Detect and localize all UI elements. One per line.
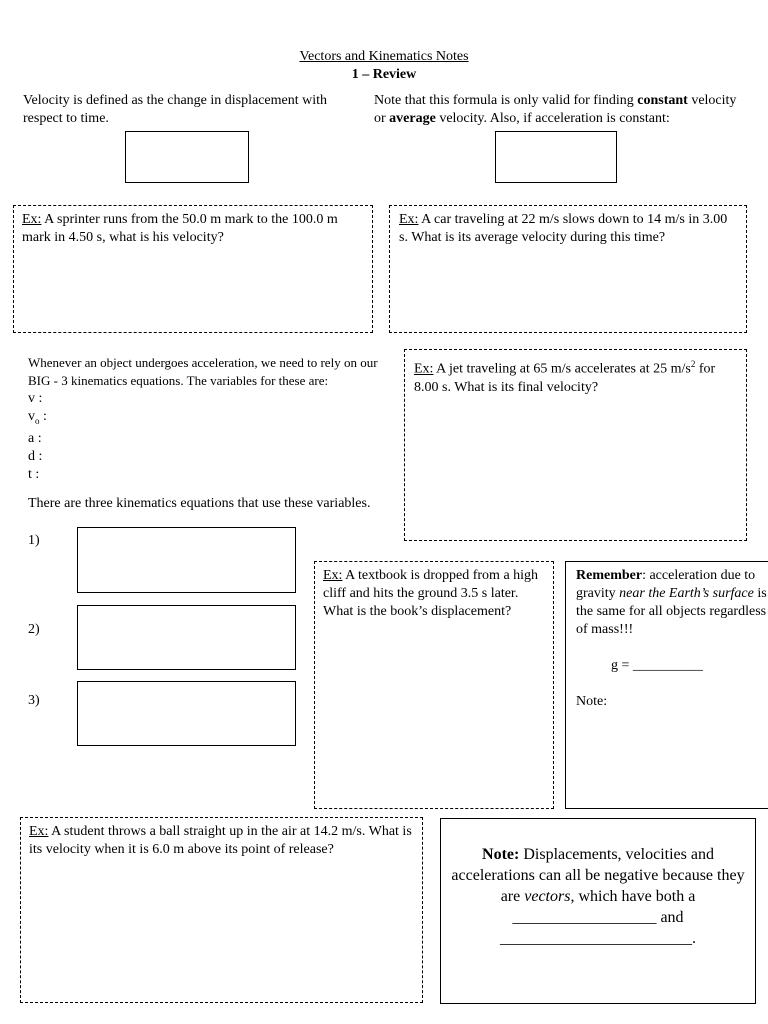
- velocity-formula-box[interactable]: [125, 131, 249, 183]
- var-d: d :: [28, 448, 43, 464]
- remember-box: [565, 561, 768, 809]
- jet-example-box[interactable]: Ex: A jet traveling at 65 m/s accelerates at 25 $m/s^2$ for 8.00 s. What is its final velocity?: [404, 349, 747, 541]
- ex-label: Ex:: [22, 212, 42, 227]
- equation-label-3: 3): [28, 693, 40, 708]
- equation-box-1[interactable]: [77, 527, 296, 593]
- jet-question-a: A jet traveling at 65 m/s accelerates at 25 m/s: [433, 361, 691, 377]
- formula-note: Note that this formula is only valid for finding constant velocity or average velocity. Also, if acceleration is constant:: [374, 93, 737, 126]
- equation-label-2: 2): [28, 622, 40, 637]
- var-v: v :: [28, 391, 43, 406]
- vector-blank-2: ________________________.: [500, 930, 696, 947]
- vector-blank-1: __________________ and: [512, 909, 684, 926]
- page-subtitle: 1 – Review: [351, 67, 417, 82]
- var-v0: $v_o$ :: [28, 409, 47, 426]
- jet-question-b: for 8.00 s. What is its final velocity?: [414, 361, 716, 395]
- sprinter-question: A sprinter runs from the 50.0 m mark to the 100.0 m mark in 4.50 s, what is his velocity?: [22, 212, 338, 245]
- ball-question: A student throws a ball straight up in the air at 14.2 m/s. What is its velocity when it is 6.0 m above its point of release?: [29, 824, 412, 857]
- vector-note-box: [440, 818, 756, 1004]
- ex-label: Ex:: [323, 568, 343, 583]
- equation-box-3[interactable]: [77, 681, 296, 746]
- velocity-definition: Velocity is defined as the change in displacement with respect to time.: [23, 93, 328, 126]
- average-velocity-formula-box[interactable]: [495, 131, 617, 183]
- remember-text: Remember: acceleration due to gravity near the Earth’s surface is the same for all objects regardless of mass!!!: [576, 568, 767, 637]
- vector-note-text: Note: Displacements, velocities and accelerations can all be negative because they are vectors, which have both a: [451, 846, 745, 905]
- ex-label: Ex:: [414, 361, 434, 377]
- gravity-blank: g = __________: [611, 658, 703, 673]
- textbook-question: A textbook is dropped from a high cliff and hits the ground 3.5 s later. What is the book’s displacement?: [323, 568, 539, 619]
- kinematics-intro: Whenever an object undergoes acceleration, we need to rely on our BIG - 3 kinematics equations. The variables for these are:: [28, 355, 378, 388]
- var-a: a :: [28, 430, 42, 446]
- sprinter-example-box[interactable]: [13, 205, 373, 333]
- ex-label: Ex:: [29, 824, 49, 839]
- equation-box-2[interactable]: [77, 605, 296, 670]
- equation-label-1: 1): [28, 533, 40, 548]
- page-title: Vectors and Kinematics Notes: [299, 49, 469, 64]
- textbook-example-box[interactable]: [314, 561, 554, 809]
- three-equations-text: There are three kinematics equations that use these variables.: [28, 496, 371, 511]
- remember-note: Note:: [576, 694, 608, 709]
- kinematics-variables: [28, 390, 47, 484]
- car-example-box[interactable]: [389, 205, 747, 333]
- ball-example-box[interactable]: [20, 817, 423, 1003]
- ex-label: Ex:: [399, 212, 419, 227]
- car-question: A car traveling at 22 m/s slows down to 14 m/s in 3.00 s. What is its average velocity during this time?: [399, 212, 728, 245]
- var-t: t :: [28, 466, 40, 482]
